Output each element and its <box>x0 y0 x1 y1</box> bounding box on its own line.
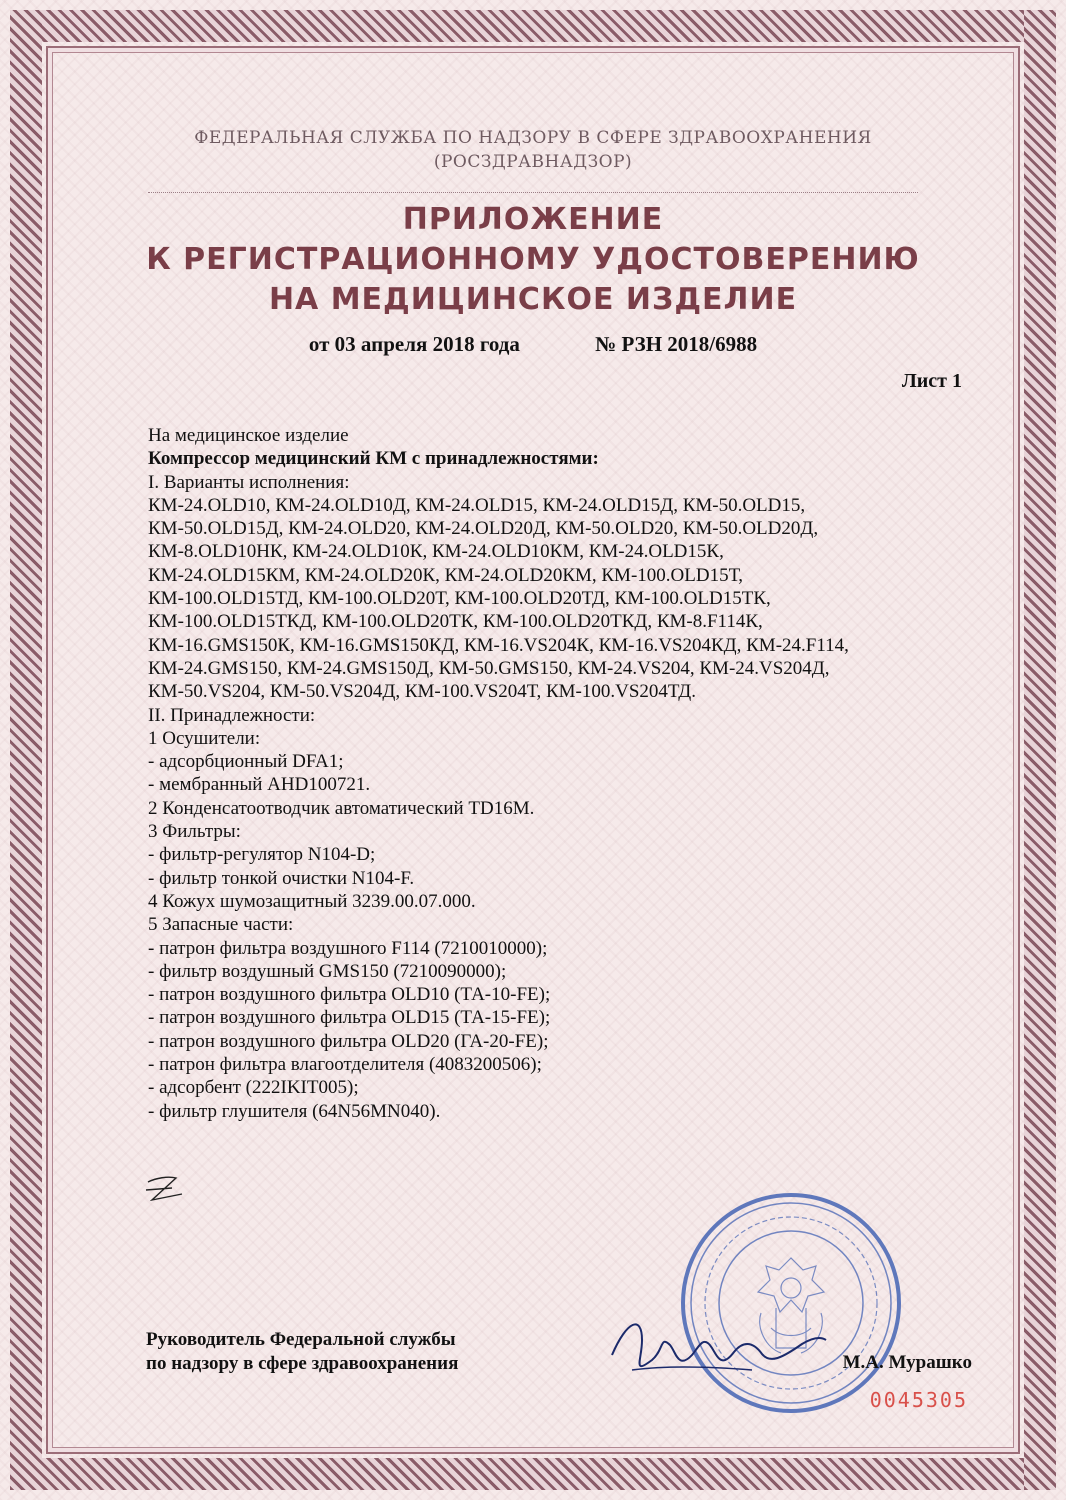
body-line: КМ-24.OLD15КМ, КМ-24.OLD20К, КМ-24.OLD20КМ, КМ-100.OLD15Т, <box>148 564 744 586</box>
sheet-number: Лист 1 <box>901 370 962 392</box>
position-line-1: Руководитель Федеральной службы <box>146 1329 456 1350</box>
body-line: II. Принадлежности: <box>148 704 316 726</box>
signatory-name: М.А. Мурашко <box>842 1352 972 1373</box>
body-line: - фильтр-регулятор N104-D; <box>148 844 376 866</box>
body-line: На медицинское изделие <box>148 425 349 446</box>
document-body <box>148 424 948 1123</box>
body-line: - адсорбент (222IKIT005); <box>148 1077 359 1099</box>
body-line: КМ-8.OLD10НК, КМ-24.OLD10К, КМ-24.OLD10КМ, КМ-24.OLD15К, <box>148 541 724 563</box>
body-line: I. Варианты исполнения: <box>148 471 350 493</box>
body-line: - патрон фильтра влагоотделителя (4083200506); <box>148 1054 542 1076</box>
body-line: КМ-24.OLD10, КМ-24.OLD10Д, КМ-24.OLD15, КМ-24.OLD15Д, КМ-50.OLD15, <box>148 494 806 516</box>
body-line: - фильтр тонкой очистки N104-F. <box>148 867 415 889</box>
title-line-1: ПРИЛОЖЕНИЕ <box>402 202 664 237</box>
position-line-2: по надзору в сфере здравоохранения <box>146 1353 459 1374</box>
form-serial-number: 0045305 <box>869 1388 968 1412</box>
agency-header <box>0 126 1066 174</box>
body-line: - патрон воздушного фильтра OLD15 (ТА-15-FE); <box>148 1007 551 1029</box>
body-line: 1 Осушители: <box>148 727 261 749</box>
ornamental-border-bottom <box>10 1458 1056 1490</box>
title-line-3: НА МЕДИЦИНСКОЕ ИЗДЕЛИЕ <box>268 282 798 317</box>
body-line: КМ-24.GMS150, КМ-24.GMS150Д, КМ-50.GMS150, КМ-24.VS204, КМ-24.VS204Д, <box>148 657 830 679</box>
title-line-2: К РЕГИСТРАЦИОННОМУ УДОСТОВЕРЕНИЮ <box>146 242 920 277</box>
agency-abbreviation: (РОСЗДРАВНАДЗОР) <box>433 152 633 172</box>
body-line: 3 Фильтры: <box>148 821 241 843</box>
initials-mark <box>142 1168 192 1208</box>
body-line: КМ-50.OLD15Д, КМ-24.OLD20, КМ-24.OLD20Д, КМ-50.OLD20, КМ-50.OLD20Д, <box>148 518 819 540</box>
ornamental-border-top <box>10 10 1056 42</box>
body-line: 4 Кожух шумозащитный 3239.00.07.000. <box>148 890 476 912</box>
issue-date: от 03 апреля 2018 года <box>308 332 520 356</box>
date-number-line <box>0 332 1066 357</box>
body-line: КМ-16.GMS150К, КМ-16.GMS150КД, КМ-16.VS204К, КМ-16.VS204КД, КМ-24.F114, <box>148 634 849 656</box>
agency-name: ФЕДЕРАЛЬНАЯ СЛУЖБА ПО НАДЗОРУ В СФЕРЕ ЗДРАВООХРАНЕНИЯ <box>194 128 872 148</box>
body-line: КМ-50.VS204, КМ-50.VS204Д, КМ-100.VS204Т, КМ-100.VS204ТД. <box>148 681 697 703</box>
handwritten-signature <box>602 1300 832 1390</box>
body-line: - патрон воздушного фильтра OLD20 (ГА-20-FE); <box>148 1030 549 1052</box>
body-line: Компрессор медицинский КМ с принадлежностями: <box>148 448 599 470</box>
body-line: КМ-100.OLD15ТКД, КМ-100.OLD20ТК, КМ-100.OLD20ТКД, КМ-8.F114К, <box>148 611 763 633</box>
body-line: - фильтр воздушный GMS150 (7210090000); <box>148 960 507 982</box>
body-line: КМ-100.OLD15ТД, КМ-100.OLD20Т, КМ-100.OLD20ТД, КМ-100.OLD15ТК, <box>148 588 771 610</box>
document-title <box>0 200 1066 320</box>
body-line: - патрон фильтра воздушного F114 (7210010000); <box>148 937 548 959</box>
body-line: - фильтр глушителя (64N56MN040). <box>148 1100 441 1122</box>
body-line: - мембранный AHD100721. <box>148 774 371 796</box>
body-line: - патрон воздушного фильтра OLD10 (ТА-10-FE); <box>148 984 551 1006</box>
header-divider <box>148 192 918 193</box>
registration-number: № РЗН 2018/6988 <box>595 332 758 356</box>
body-line: 2 Конденсатоотводчик автоматический TD16M. <box>148 797 535 819</box>
body-line: - адсорбционный DFA1; <box>148 751 344 773</box>
signatory-position <box>146 1328 458 1376</box>
body-line: 5 Запасные части: <box>148 914 294 936</box>
